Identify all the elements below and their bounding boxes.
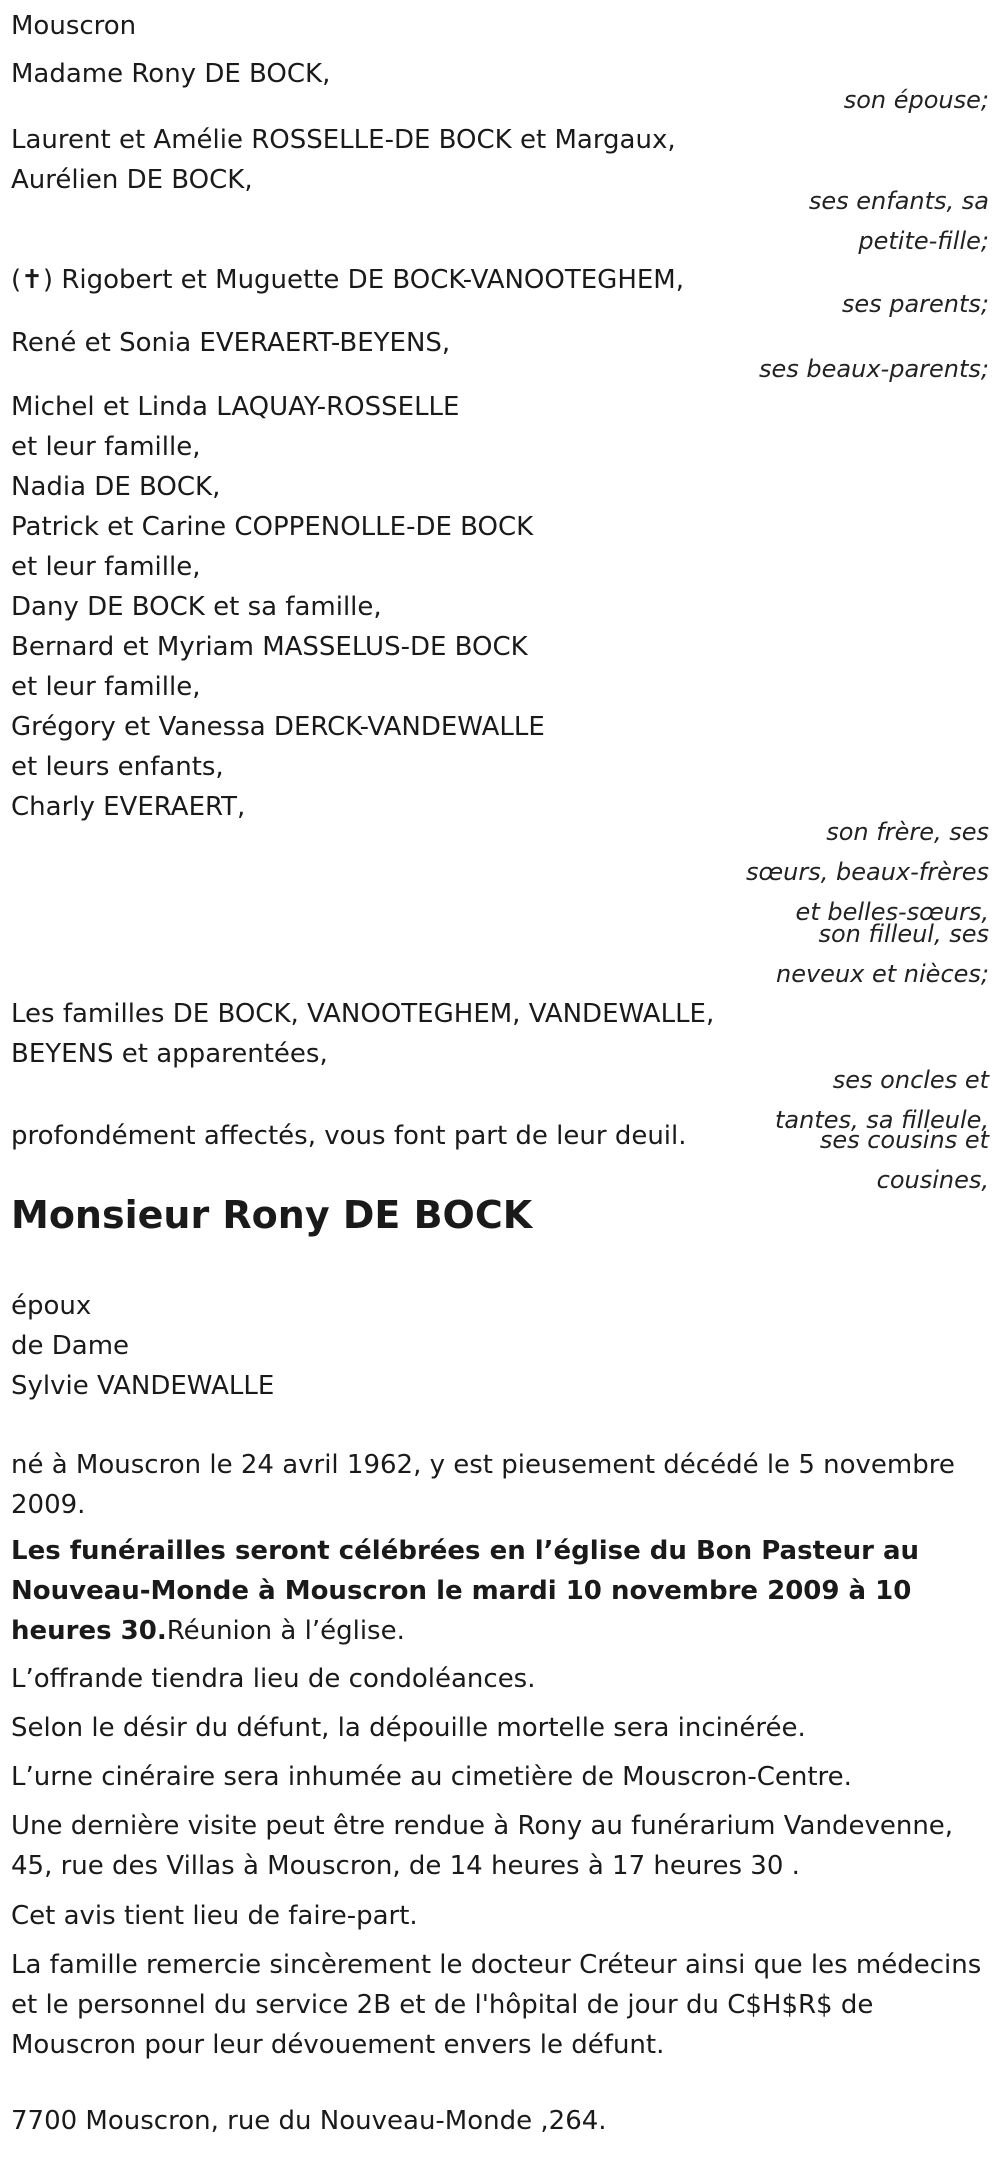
spouse-name: Madame Rony DE BOCK, [11,59,331,89]
address-text: 7700 Mouscron, rue du Nouveau-Monde ,264. [11,2106,607,2136]
sibling-line: et leurs enfants, [11,752,224,782]
sibling-line: et leur famille, [11,672,201,702]
funeral-bold: Les funérailles seront célébrées en l’église du Bon Pasteur au Nouveau-Monde à Mouscron le mardi 10 novembre 2009 à 10 heures 30. [11,1536,920,1646]
relation-line: ses cousins et [819,1126,989,1154]
relation-line: petite-fille; [858,227,989,255]
notice-urn: L’urne cinéraire sera inhumée au cimetière de Mouscron-Centre. [11,1762,852,1792]
siblings-names [11,387,991,827]
relation-line: ses oncles et [832,1066,989,1094]
notice-cremation: Selon le désir du défunt, la dépouille mortelle sera incinérée. [11,1713,806,1743]
parents-name: (✝) Rigobert et Muguette DE BOCK-VANOOTEGHEM, [11,265,684,295]
relation-line: ses enfants, sa [808,187,989,215]
siblings-relation-b [729,914,989,994]
family-line: BEYENS et apparentées, [11,1039,328,1069]
in-laws-relation: ses beaux-parents; [759,355,989,383]
children-relation [729,181,989,261]
funeral-text [11,1531,991,1651]
sibling-line: Charly EVERAERT, [11,792,246,822]
sibling-line: et leur famille, [11,432,201,462]
spouse-line: Sylvie VANDEWALLE [11,1371,275,1401]
child-line: Laurent et Amélie ROSSELLE-DE BOCK et Margaux, [11,125,676,155]
funeral-normal: Réunion à l’église. [166,1616,405,1646]
spouse-line: époux [11,1291,92,1321]
families-relation-b [729,1120,989,1200]
announcement-text: profondément affectés, vous font part de leur deuil. [11,1121,687,1151]
family-line: Les familles DE BOCK, VANOOTEGHEM, VANDEWALLE, [11,999,715,1029]
deceased-name: Monsieur Rony DE BOCK [11,1193,533,1237]
relation-line: son filleul, ses [818,920,989,948]
in-laws-name: René et Sonia EVERAERT-BEYENS, [11,328,451,358]
sibling-line: et leur famille, [11,552,201,582]
notice-thanks: La famille remercie sincèrement le docteur Créteur ainsi que les médecins et le personnel du service 2B et de l'hôpital de jour du C$H$R$ de Mouscron pour leur dévouement envers le défunt. [11,1950,982,2060]
notice-offering: L’offrande tiendra lieu de condoléances. [11,1664,536,1694]
sibling-line: Michel et Linda LAQUAY-ROSSELLE [11,392,460,422]
relation-line: neveux et nièces; [776,960,989,988]
birth-death-text: né à Mouscron le 24 avril 1962, y est pieusement décédé le 5 novembre 2009. [11,1450,955,1520]
sibling-line: Nadia DE BOCK, [11,472,221,502]
spouse-line: de Dame [11,1331,130,1361]
notice-visit: Une dernière visite peut être rendue à Rony au funérarium Vandevenne, 45, rue des Villas à Mouscron, de 14 heures à 17 heures 30 . [11,1811,954,1881]
relation-line: cousines, [876,1166,989,1194]
child-line: Aurélien DE BOCK, [11,165,253,195]
city-header: Mouscron [11,11,137,41]
relation-line: et belles-sœurs, [795,898,989,926]
spouse-relation: son épouse; [843,86,989,114]
deceased-spouse [11,1286,991,1406]
sibling-line: Bernard et Myriam MASSELUS-DE BOCK [11,632,528,662]
parents-relation: ses parents; [841,290,989,318]
relation-line: son frère, ses [826,818,989,846]
notice-faire-part: Cet avis tient lieu de faire-part. [11,1901,418,1931]
sibling-line: Grégory et Vanessa DERCK-VANDEWALLE [11,712,545,742]
sibling-line: Dany DE BOCK et sa famille, [11,592,382,622]
sibling-line: Patrick et Carine COPPENOLLE-DE BOCK [11,512,534,542]
relation-line: sœurs, beaux-frères [745,858,989,886]
relation-line: tantes, sa filleule, [775,1106,989,1134]
